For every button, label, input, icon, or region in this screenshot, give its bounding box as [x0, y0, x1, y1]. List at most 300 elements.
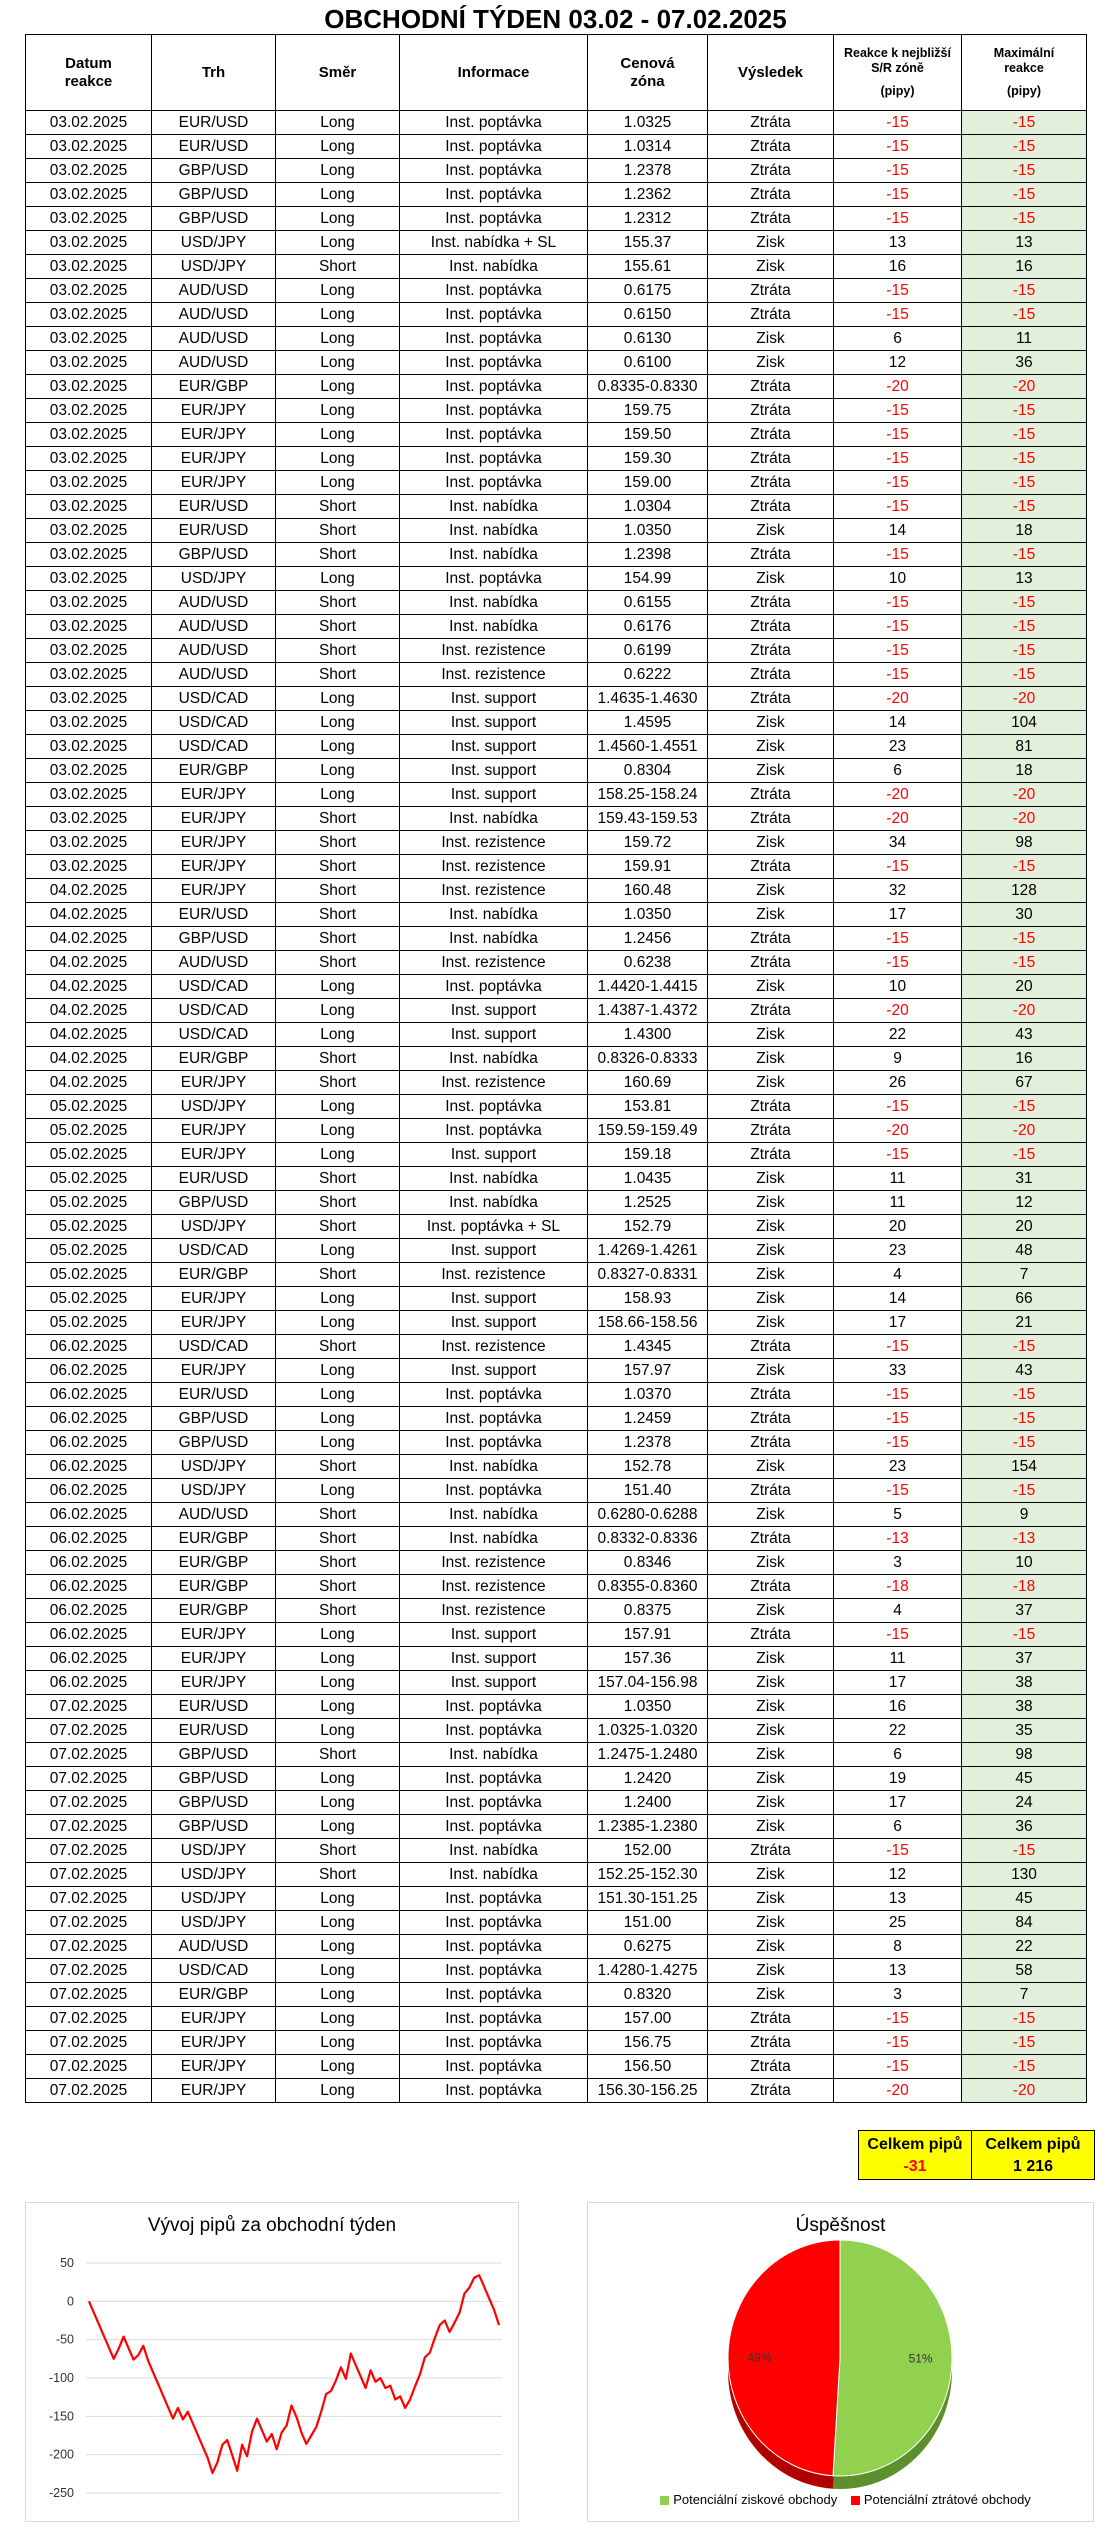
total-label: Celkem pipů — [985, 2136, 1081, 2153]
direction-cell: Short — [276, 1743, 400, 1767]
date-cell: 07.02.2025 — [26, 1935, 152, 1959]
table-row — [26, 279, 1087, 303]
direction-cell: Long — [276, 447, 400, 471]
market-cell: EUR/GBP — [152, 1599, 276, 1623]
market-cell: GBP/USD — [152, 1407, 276, 1431]
market-cell: USD/JPY — [152, 255, 276, 279]
table-row — [26, 1527, 1087, 1551]
table-row — [26, 783, 1087, 807]
table-row — [26, 1287, 1087, 1311]
price-zone-cell: 1.4300 — [588, 1023, 708, 1047]
market-cell: EUR/JPY — [152, 1671, 276, 1695]
max-reaction-cell: -15 — [962, 1623, 1087, 1647]
table-row — [26, 807, 1087, 831]
market-cell: GBP/USD — [152, 927, 276, 951]
result-cell: Zisk — [708, 1167, 834, 1191]
line-chart-panel — [25, 2202, 519, 2522]
reaction-cell: -15 — [834, 615, 962, 639]
date-cell: 07.02.2025 — [26, 1839, 152, 1863]
direction-cell: Long — [276, 327, 400, 351]
direction-cell: Short — [276, 1599, 400, 1623]
max-reaction-cell: 45 — [962, 1887, 1087, 1911]
date-cell: 06.02.2025 — [26, 1527, 152, 1551]
table-row — [26, 1263, 1087, 1287]
reaction-cell: -15 — [834, 1431, 962, 1455]
market-cell: AUD/USD — [152, 615, 276, 639]
reaction-cell: 23 — [834, 1239, 962, 1263]
max-reaction-cell: 66 — [962, 1287, 1087, 1311]
result-cell: Ztráta — [708, 159, 834, 183]
result-cell: Zisk — [708, 711, 834, 735]
max-reaction-cell: -15 — [962, 951, 1087, 975]
market-cell: EUR/JPY — [152, 831, 276, 855]
reaction-cell: 13 — [834, 231, 962, 255]
date-cell: 06.02.2025 — [26, 1599, 152, 1623]
max-reaction-cell: 98 — [962, 831, 1087, 855]
date-cell: 03.02.2025 — [26, 615, 152, 639]
reaction-cell: -15 — [834, 1335, 962, 1359]
table-row — [26, 2031, 1087, 2055]
table-row — [26, 1863, 1087, 1887]
info-cell: Inst. support — [400, 1287, 588, 1311]
table-row — [26, 327, 1087, 351]
max-reaction-cell: 37 — [962, 1599, 1087, 1623]
direction-cell: Long — [276, 183, 400, 207]
max-reaction-cell: -15 — [962, 471, 1087, 495]
price-zone-cell: 156.75 — [588, 2031, 708, 2055]
market-cell: EUR/JPY — [152, 447, 276, 471]
result-cell: Zisk — [708, 1959, 834, 1983]
price-zone-cell: 1.2459 — [588, 1407, 708, 1431]
market-cell: EUR/USD — [152, 1695, 276, 1719]
direction-cell: Long — [276, 1911, 400, 1935]
price-zone-cell: 1.4387-1.4372 — [588, 999, 708, 1023]
direction-cell: Long — [276, 1983, 400, 2007]
table-row — [26, 759, 1087, 783]
info-cell: Inst. poptávka — [400, 1935, 588, 1959]
date-cell: 06.02.2025 — [26, 1671, 152, 1695]
date-cell: 04.02.2025 — [26, 927, 152, 951]
max-reaction-cell: 9 — [962, 1503, 1087, 1527]
price-zone-cell: 1.0304 — [588, 495, 708, 519]
info-cell: Inst. poptávka — [400, 2007, 588, 2031]
market-cell: GBP/USD — [152, 183, 276, 207]
direction-cell: Short — [276, 807, 400, 831]
table-row — [26, 1071, 1087, 1095]
market-cell: EUR/GBP — [152, 759, 276, 783]
date-cell: 06.02.2025 — [26, 1647, 152, 1671]
market-cell: USD/CAD — [152, 1023, 276, 1047]
result-cell: Ztráta — [708, 375, 834, 399]
market-cell: EUR/JPY — [152, 2007, 276, 2031]
date-cell: 03.02.2025 — [26, 783, 152, 807]
date-cell: 04.02.2025 — [26, 1071, 152, 1095]
date-cell: 03.02.2025 — [26, 735, 152, 759]
date-cell: 03.02.2025 — [26, 519, 152, 543]
max-reaction-cell: 130 — [962, 1863, 1087, 1887]
date-cell: 05.02.2025 — [26, 1095, 152, 1119]
max-reaction-cell: -15 — [962, 2031, 1087, 2055]
market-cell: EUR/USD — [152, 495, 276, 519]
info-cell: Inst. poptávka — [400, 2055, 588, 2079]
table-row — [26, 1935, 1087, 1959]
reaction-cell: -15 — [834, 399, 962, 423]
reaction-cell: -15 — [834, 1143, 962, 1167]
max-reaction-cell: 18 — [962, 519, 1087, 543]
result-cell: Zisk — [708, 1983, 834, 2007]
info-cell: Inst. poptávka — [400, 1911, 588, 1935]
price-zone-cell: 1.0350 — [588, 1695, 708, 1719]
direction-cell: Long — [276, 471, 400, 495]
reaction-cell: 23 — [834, 1455, 962, 1479]
direction-cell: Long — [276, 1095, 400, 1119]
market-cell: EUR/USD — [152, 519, 276, 543]
table-row — [26, 2079, 1087, 2103]
result-cell: Ztráta — [708, 855, 834, 879]
pie-chart-panel — [587, 2202, 1094, 2522]
direction-cell: Long — [276, 759, 400, 783]
reaction-cell: 14 — [834, 1287, 962, 1311]
max-reaction-cell: -18 — [962, 1575, 1087, 1599]
price-zone-cell: 157.91 — [588, 1623, 708, 1647]
market-cell: EUR/JPY — [152, 2079, 276, 2103]
direction-cell: Long — [276, 1767, 400, 1791]
direction-cell: Short — [276, 1191, 400, 1215]
reaction-cell: -15 — [834, 2031, 962, 2055]
max-reaction-cell: 45 — [962, 1767, 1087, 1791]
reaction-cell: -15 — [834, 1623, 962, 1647]
date-cell: 06.02.2025 — [26, 1503, 152, 1527]
market-cell: EUR/JPY — [152, 879, 276, 903]
info-cell: Inst. poptávka — [400, 1767, 588, 1791]
direction-cell: Short — [276, 879, 400, 903]
column-header-text: Maximální — [993, 46, 1055, 60]
column-header — [588, 35, 708, 111]
date-cell: 03.02.2025 — [26, 495, 152, 519]
date-cell: 05.02.2025 — [26, 1287, 152, 1311]
market-cell: USD/JPY — [152, 1863, 276, 1887]
info-cell: Inst. poptávka — [400, 399, 588, 423]
info-cell: Inst. rezistence — [400, 1599, 588, 1623]
reaction-cell: 12 — [834, 1863, 962, 1887]
max-reaction-cell: -15 — [962, 1335, 1087, 1359]
info-cell: Inst. rezistence — [400, 1071, 588, 1095]
reaction-cell: 33 — [834, 1359, 962, 1383]
reaction-cell: 14 — [834, 519, 962, 543]
direction-cell: Short — [276, 1527, 400, 1551]
table-row — [26, 447, 1087, 471]
direction-cell: Short — [276, 1215, 400, 1239]
max-reaction-cell: 128 — [962, 879, 1087, 903]
info-cell: Inst. support — [400, 1623, 588, 1647]
price-zone-cell: 158.25-158.24 — [588, 783, 708, 807]
result-cell: Ztráta — [708, 1431, 834, 1455]
table-row — [26, 1335, 1087, 1359]
info-cell: Inst. support — [400, 1647, 588, 1671]
direction-cell: Long — [276, 1143, 400, 1167]
table-header-row — [26, 35, 1087, 111]
market-cell: EUR/JPY — [152, 1119, 276, 1143]
date-cell: 03.02.2025 — [26, 855, 152, 879]
price-zone-cell: 152.25-152.30 — [588, 1863, 708, 1887]
table-row — [26, 519, 1087, 543]
market-cell: EUR/JPY — [152, 423, 276, 447]
result-cell: Zisk — [708, 1191, 834, 1215]
result-cell: Ztráta — [708, 2031, 834, 2055]
date-cell: 06.02.2025 — [26, 1431, 152, 1455]
price-zone-cell: 157.04-156.98 — [588, 1671, 708, 1695]
table-row — [26, 1047, 1087, 1071]
price-zone-cell: 159.75 — [588, 399, 708, 423]
info-cell: Inst. support — [400, 1359, 588, 1383]
reaction-cell: 11 — [834, 1167, 962, 1191]
reaction-cell: 20 — [834, 1215, 962, 1239]
price-zone-cell: 1.4560-1.4551 — [588, 735, 708, 759]
direction-cell: Long — [276, 1671, 400, 1695]
price-zone-cell: 153.81 — [588, 1095, 708, 1119]
reaction-cell: -15 — [834, 591, 962, 615]
column-header-text: (pipy) — [880, 84, 915, 98]
market-cell: EUR/GBP — [152, 1047, 276, 1071]
reaction-cell: 32 — [834, 879, 962, 903]
info-cell: Inst. poptávka — [400, 1887, 588, 1911]
direction-cell: Short — [276, 855, 400, 879]
direction-cell: Long — [276, 1647, 400, 1671]
direction-cell: Long — [276, 1695, 400, 1719]
price-zone-cell: 0.8332-0.8336 — [588, 1527, 708, 1551]
date-cell: 03.02.2025 — [26, 807, 152, 831]
market-cell: EUR/JPY — [152, 2055, 276, 2079]
price-zone-cell: 158.66-158.56 — [588, 1311, 708, 1335]
date-cell: 05.02.2025 — [26, 1191, 152, 1215]
reaction-cell: 13 — [834, 1887, 962, 1911]
max-reaction-cell: 10 — [962, 1551, 1087, 1575]
max-reaction-cell: 104 — [962, 711, 1087, 735]
pie-slice — [728, 2240, 840, 2476]
info-cell: Inst. poptávka — [400, 303, 588, 327]
direction-cell: Long — [276, 783, 400, 807]
result-cell: Zisk — [708, 1047, 834, 1071]
info-cell: Inst. support — [400, 687, 588, 711]
date-cell: 03.02.2025 — [26, 663, 152, 687]
result-cell: Zisk — [708, 1239, 834, 1263]
market-cell: AUD/USD — [152, 327, 276, 351]
column-header — [276, 35, 400, 111]
market-cell: EUR/JPY — [152, 1311, 276, 1335]
price-zone-cell: 157.00 — [588, 2007, 708, 2031]
market-cell: USD/JPY — [152, 567, 276, 591]
market-cell: USD/CAD — [152, 711, 276, 735]
reaction-cell: -15 — [834, 1095, 962, 1119]
direction-cell: Long — [276, 207, 400, 231]
market-cell: EUR/JPY — [152, 1071, 276, 1095]
price-zone-cell: 157.97 — [588, 1359, 708, 1383]
market-cell: USD/JPY — [152, 1215, 276, 1239]
price-zone-cell: 1.2420 — [588, 1767, 708, 1791]
column-header — [26, 35, 152, 111]
date-cell: 07.02.2025 — [26, 1767, 152, 1791]
result-cell: Ztráta — [708, 399, 834, 423]
info-cell: Inst. poptávka — [400, 375, 588, 399]
date-cell: 03.02.2025 — [26, 135, 152, 159]
info-cell: Inst. nabídka — [400, 519, 588, 543]
price-zone-cell: 1.2312 — [588, 207, 708, 231]
direction-cell: Long — [276, 1023, 400, 1047]
table-row — [26, 303, 1087, 327]
result-cell: Zisk — [708, 1023, 834, 1047]
series-line — [89, 2275, 499, 2473]
info-cell: Inst. poptávka — [400, 1983, 588, 2007]
market-cell: EUR/GBP — [152, 1263, 276, 1287]
table-row — [26, 135, 1087, 159]
max-reaction-cell: -15 — [962, 183, 1087, 207]
table-row — [26, 999, 1087, 1023]
max-reaction-cell: 13 — [962, 231, 1087, 255]
info-cell: Inst. poptávka — [400, 1791, 588, 1815]
max-reaction-cell: -15 — [962, 591, 1087, 615]
reaction-cell: -20 — [834, 807, 962, 831]
market-cell: EUR/GBP — [152, 1551, 276, 1575]
table-row — [26, 1191, 1087, 1215]
max-reaction-cell: -15 — [962, 111, 1087, 135]
total-pips-max — [971, 2130, 1095, 2180]
column-header — [152, 35, 276, 111]
max-reaction-cell: -15 — [962, 543, 1087, 567]
table-row — [26, 1239, 1087, 1263]
info-cell: Inst. nabídka — [400, 615, 588, 639]
market-cell: EUR/JPY — [152, 855, 276, 879]
table-row — [26, 831, 1087, 855]
date-cell: 03.02.2025 — [26, 543, 152, 567]
direction-cell: Long — [276, 399, 400, 423]
column-header-text: (pipy) — [1006, 84, 1042, 98]
info-cell: Inst. rezistence — [400, 879, 588, 903]
info-cell: Inst. poptávka — [400, 327, 588, 351]
table-row — [26, 1959, 1087, 1983]
direction-cell: Long — [276, 2055, 400, 2079]
direction-cell: Long — [276, 1287, 400, 1311]
result-cell: Zisk — [708, 1647, 834, 1671]
table-row — [26, 1551, 1087, 1575]
reaction-cell: 26 — [834, 1071, 962, 1095]
table-row — [26, 735, 1087, 759]
column-header — [708, 35, 834, 111]
result-cell: Zisk — [708, 1743, 834, 1767]
reaction-cell: 17 — [834, 1311, 962, 1335]
market-cell: EUR/GBP — [152, 375, 276, 399]
max-reaction-cell: -15 — [962, 1479, 1087, 1503]
direction-cell: Long — [276, 975, 400, 999]
max-reaction-cell: -15 — [962, 1383, 1087, 1407]
market-cell: EUR/JPY — [152, 1143, 276, 1167]
price-zone-cell: 159.30 — [588, 447, 708, 471]
max-reaction-cell: 36 — [962, 1815, 1087, 1839]
info-cell: Inst. rezistence — [400, 855, 588, 879]
info-cell: Inst. rezistence — [400, 663, 588, 687]
table-row — [26, 1575, 1087, 1599]
max-reaction-cell: 21 — [962, 1311, 1087, 1335]
price-zone-cell: 0.6175 — [588, 279, 708, 303]
table-row — [26, 1815, 1087, 1839]
info-cell: Inst. nabídka — [400, 1455, 588, 1479]
direction-cell: Short — [276, 903, 400, 927]
date-cell: 04.02.2025 — [26, 879, 152, 903]
reaction-cell: -15 — [834, 855, 962, 879]
date-cell: 07.02.2025 — [26, 1863, 152, 1887]
info-cell: Inst. nabídka — [400, 1167, 588, 1191]
result-cell: Zisk — [708, 1719, 834, 1743]
reaction-cell: -15 — [834, 951, 962, 975]
max-reaction-cell: -13 — [962, 1527, 1087, 1551]
max-reaction-cell: 84 — [962, 1911, 1087, 1935]
table-row — [26, 1623, 1087, 1647]
reaction-cell: 23 — [834, 735, 962, 759]
price-zone-cell: 0.6130 — [588, 327, 708, 351]
column-header — [834, 35, 962, 111]
market-cell: GBP/USD — [152, 1191, 276, 1215]
info-cell: Inst. rezistence — [400, 1335, 588, 1359]
info-cell: Inst. poptávka — [400, 1815, 588, 1839]
max-reaction-cell: -15 — [962, 159, 1087, 183]
reaction-cell: -15 — [834, 183, 962, 207]
result-cell: Ztráta — [708, 1143, 834, 1167]
price-zone-cell: 151.40 — [588, 1479, 708, 1503]
info-cell: Inst. support — [400, 1143, 588, 1167]
date-cell: 07.02.2025 — [26, 1959, 152, 1983]
price-zone-cell: 0.6155 — [588, 591, 708, 615]
info-cell: Inst. poptávka — [400, 1479, 588, 1503]
column-header-text: Trh — [201, 63, 226, 81]
max-reaction-cell: 98 — [962, 1743, 1087, 1767]
result-cell: Ztráta — [708, 1623, 834, 1647]
market-cell: USD/JPY — [152, 1911, 276, 1935]
direction-cell: Short — [276, 615, 400, 639]
info-cell: Inst. poptávka — [400, 975, 588, 999]
date-cell: 06.02.2025 — [26, 1359, 152, 1383]
price-zone-cell: 0.8320 — [588, 1983, 708, 2007]
info-cell: Inst. poptávka — [400, 351, 588, 375]
price-zone-cell: 1.0350 — [588, 519, 708, 543]
reaction-cell: 3 — [834, 1983, 962, 2007]
table-row — [26, 183, 1087, 207]
market-cell: USD/CAD — [152, 1335, 276, 1359]
table-row — [26, 1359, 1087, 1383]
result-cell: Ztráta — [708, 783, 834, 807]
date-cell: 07.02.2025 — [26, 2031, 152, 2055]
info-cell: Inst. poptávka + SL — [400, 1215, 588, 1239]
max-reaction-cell: -15 — [962, 2055, 1087, 2079]
price-zone-cell: 1.2362 — [588, 183, 708, 207]
date-cell: 03.02.2025 — [26, 567, 152, 591]
result-cell: Ztráta — [708, 135, 834, 159]
date-cell: 07.02.2025 — [26, 2079, 152, 2103]
date-cell: 06.02.2025 — [26, 1551, 152, 1575]
market-cell: EUR/GBP — [152, 1575, 276, 1599]
price-zone-cell: 156.30-156.25 — [588, 2079, 708, 2103]
date-cell: 03.02.2025 — [26, 327, 152, 351]
reaction-cell: -13 — [834, 1527, 962, 1551]
market-cell: AUD/USD — [152, 1503, 276, 1527]
market-cell: EUR/USD — [152, 1383, 276, 1407]
direction-cell: Long — [276, 2079, 400, 2103]
result-cell: Ztráta — [708, 591, 834, 615]
max-reaction-cell: 154 — [962, 1455, 1087, 1479]
result-cell: Zisk — [708, 1263, 834, 1287]
market-cell: USD/JPY — [152, 1095, 276, 1119]
table-row — [26, 1119, 1087, 1143]
date-cell: 04.02.2025 — [26, 1047, 152, 1071]
direction-cell: Long — [276, 1407, 400, 1431]
